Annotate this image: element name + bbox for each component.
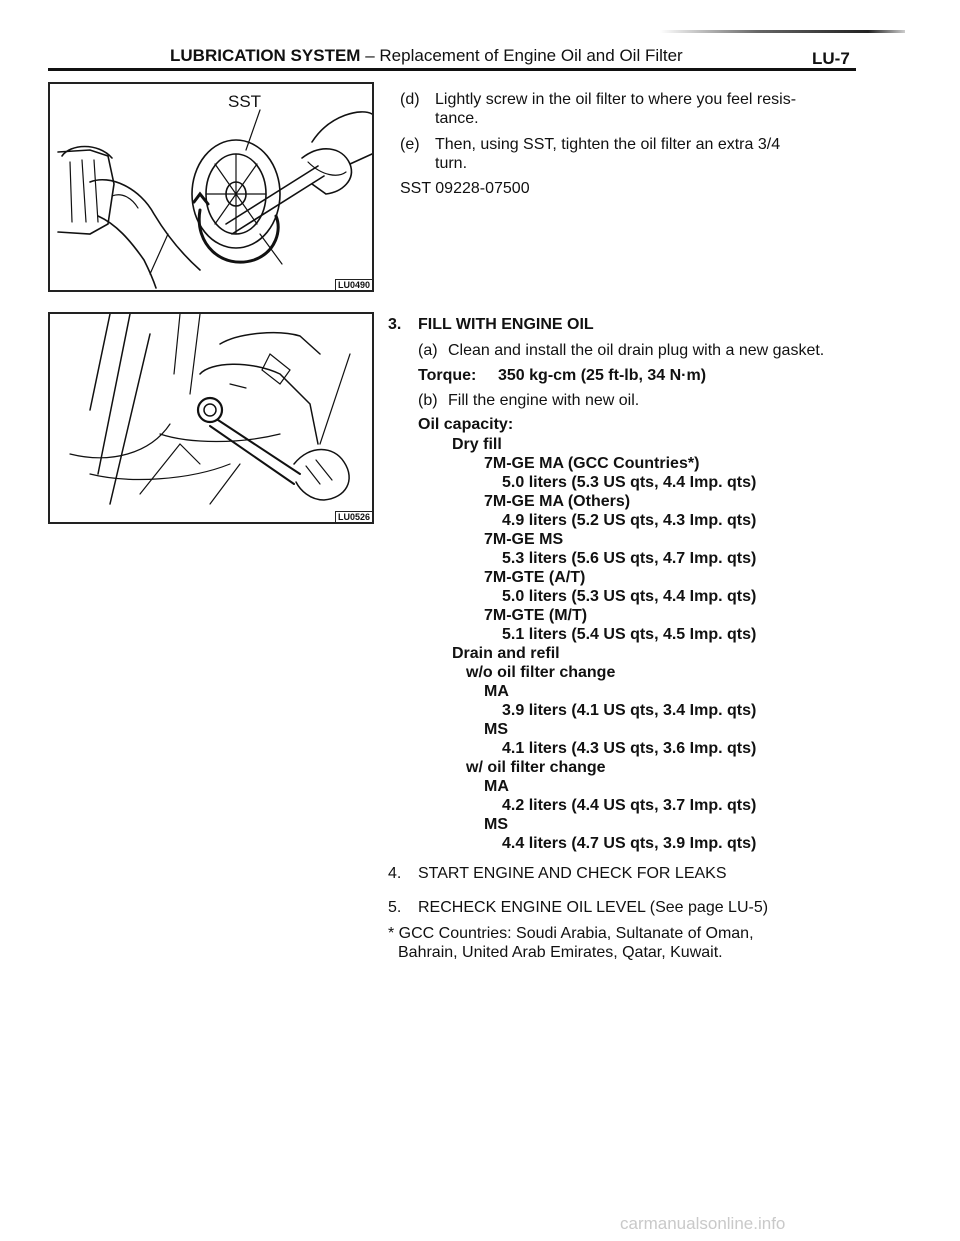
- step-e-line2: turn.: [435, 155, 468, 172]
- step-4-number: 4.: [388, 865, 402, 882]
- without-filter-change: w/o oil filter change: [466, 664, 616, 681]
- step-a-text: Clean and install the oil drain plug with a new gasket.: [448, 342, 825, 359]
- scan-streak: [660, 30, 905, 33]
- dry-fill-heading: Dry fill: [452, 436, 502, 453]
- capacity-value: 5.0 liters (5.3 US qts, 4.4 Imp. qts): [502, 588, 757, 605]
- step-a-marker: (a): [418, 342, 438, 359]
- figure-drain-plug: [48, 312, 374, 524]
- wo-ma-label: MA: [484, 683, 509, 700]
- step-d-marker: (d): [400, 91, 420, 108]
- header-subtitle: Replacement of Engine Oil and Oil Filter: [379, 46, 683, 65]
- engine-7mge-ma-gcc: 7M-GE MA (GCC Countries*): [484, 455, 700, 472]
- footnote-line2: Bahrain, United Arab Emirates, Qatar, Kuwait.: [398, 944, 723, 961]
- oil-capacity-label: Oil capacity:: [418, 416, 514, 433]
- step-3-title: FILL WITH ENGINE OIL: [418, 316, 594, 333]
- step-b-marker: (b): [418, 392, 438, 409]
- step-e-line1: Then, using SST, tighten the oil filter an extra 3/4: [435, 136, 781, 153]
- sst-number: SST 09228-07500: [400, 180, 530, 197]
- capacity-value: 5.3 liters (5.6 US qts, 4.7 Imp. qts): [502, 550, 757, 567]
- engine-7mge-ma-others: 7M-GE MA (Others): [484, 493, 631, 510]
- capacity-value: 4.4 liters (4.7 US qts, 3.9 Imp. qts): [502, 835, 757, 852]
- wo-ms-label: MS: [484, 721, 508, 738]
- torque-label: Torque:: [418, 367, 477, 384]
- capacity-value: 4.9 liters (5.2 US qts, 4.3 Imp. qts): [502, 512, 757, 529]
- drain-refil-heading: Drain and refil: [452, 645, 560, 662]
- step-4-text: START ENGINE AND CHECK FOR LEAKS: [418, 865, 727, 882]
- w-ms-label: MS: [484, 816, 508, 833]
- figure-id: LU0490: [335, 279, 372, 290]
- section-title: LUBRICATION SYSTEM: [170, 46, 361, 65]
- figure-id: LU0526: [335, 511, 372, 522]
- step-d-line2: tance.: [435, 110, 479, 127]
- header-rule: [48, 68, 856, 71]
- capacity-value: 3.9 liters (4.1 US qts, 3.4 Imp. qts): [502, 702, 757, 719]
- step-5-text: RECHECK ENGINE OIL LEVEL (See page LU-5): [418, 899, 769, 916]
- footnote-line1: * GCC Countries: Soudi Arabia, Sultanate of Oman,: [388, 925, 754, 942]
- watermark: carmanualsonline.info: [620, 1214, 786, 1233]
- capacity-value: 5.0 liters (5.3 US qts, 4.4 Imp. qts): [502, 474, 757, 491]
- capacity-value: 4.1 liters (4.3 US qts, 3.6 Imp. qts): [502, 740, 757, 757]
- w-ma-label: MA: [484, 778, 509, 795]
- page-header: [170, 46, 683, 66]
- header-dash: –: [365, 46, 375, 65]
- step-3-number: 3.: [388, 316, 402, 333]
- oil-filter-sst-illustration: [50, 84, 372, 290]
- torque-value: 350 kg-cm (25 ft-lb, 34 N·m): [498, 367, 707, 384]
- sst-callout: SST: [228, 92, 262, 111]
- engine-7mge-ms: 7M-GE MS: [484, 531, 564, 548]
- with-filter-change: w/ oil filter change: [466, 759, 606, 776]
- engine-7mgte-at: 7M-GTE (A/T): [484, 569, 586, 586]
- page-number: LU-7: [812, 49, 850, 68]
- step-5-number: 5.: [388, 899, 402, 916]
- capacity-value: 5.1 liters (5.4 US qts, 4.5 Imp. qts): [502, 626, 757, 643]
- figure-oil-filter-sst: [48, 82, 374, 292]
- step-d-line1: Lightly screw in the oil filter to where you feel resis-: [435, 91, 797, 108]
- capacity-value: 4.2 liters (4.4 US qts, 3.7 Imp. qts): [502, 797, 757, 814]
- drain-plug-illustration: [50, 314, 372, 522]
- engine-7mgte-mt: 7M-GTE (M/T): [484, 607, 588, 624]
- step-b-text: Fill the engine with new oil.: [448, 392, 640, 409]
- step-e-marker: (e): [400, 136, 420, 153]
